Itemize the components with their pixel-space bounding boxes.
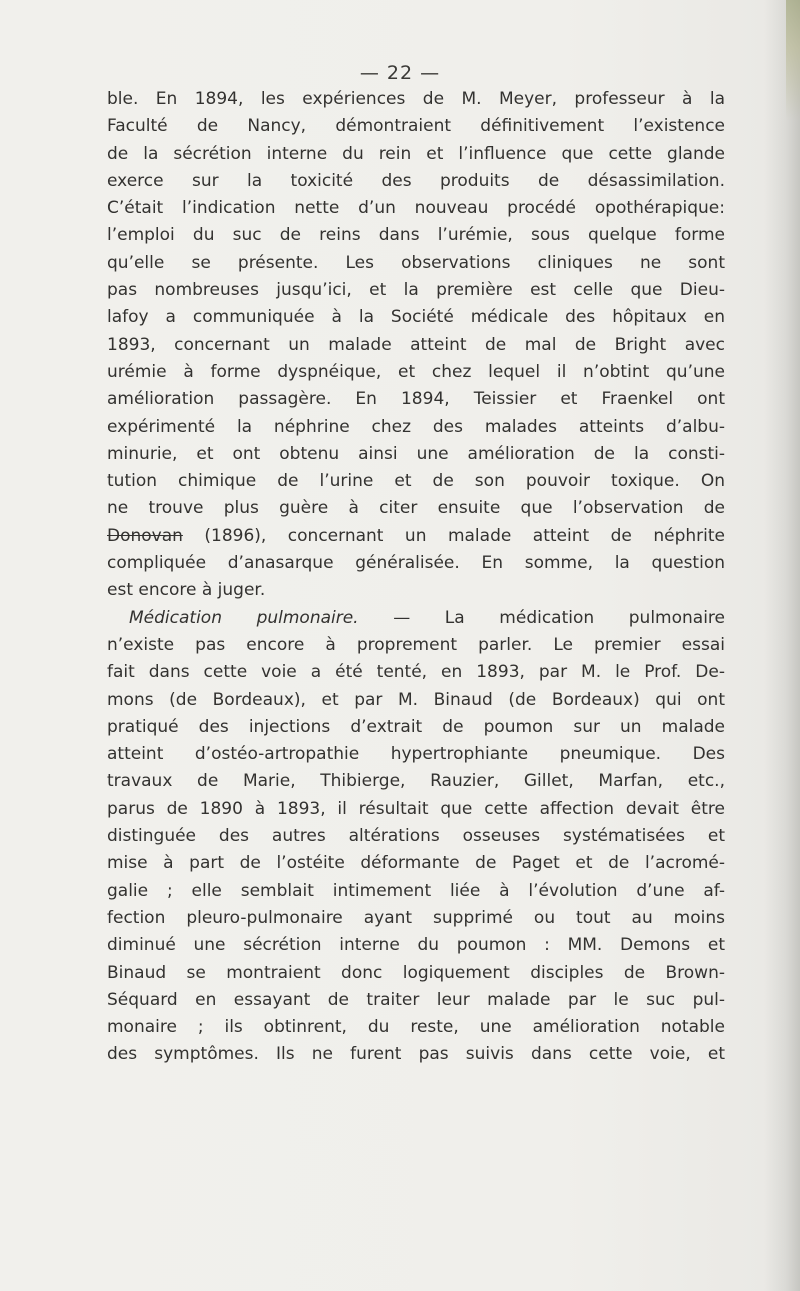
text-line: Séquard en essayant de traiter leur malade par le suc pul- [107,989,725,1010]
text-line: compliquée d’anasarque généralisée. En somme, la question [107,553,725,574]
text-line: urémie à forme dyspnéique, et chez lequel il n’obtint qu’une [107,361,725,382]
body-text [107,86,725,1069]
text-line: Binaud se montraient donc logiquement disciples de Brown- [107,962,725,983]
text-line: fection pleuro-pulmonaire ayant supprimé ou tout au moins [107,907,725,928]
text-line: expérimenté la néphrine chez des malades atteints d’albu- [107,416,725,437]
text-fragment: — La médication pulmonaire [358,607,725,628]
text-line: galie ; elle semblait intimement liée à l’évolution d’une af- [107,880,725,901]
text-line: pratiqué des injections d’extrait de poumon sur un malade [107,716,725,737]
text-line: qu’elle se présente. Les observations cliniques ne sont [107,252,725,273]
text-line: atteint d’ostéo-artropathie hypertrophiante pneumique. Des [107,744,725,765]
text-line: l’emploi du suc de reins dans l’urémie, sous quelque forme [107,225,725,246]
text-line: fait dans cette voie a été tenté, en 1893, par M. le Prof. De- [107,662,725,683]
text-line: n’existe pas encore à proprement parler. Le premier essai [107,634,725,655]
text-line: ne trouve plus guère à citer ensuite que l’observation de [107,498,725,519]
text-fragment: (1896), concernant un malade atteint de néphrite [182,525,725,546]
page-edge-shadow [764,0,800,1291]
text-line: minurie, et ont obtenu ainsi une amélioration de la consti- [107,443,725,464]
text-line-donovan [107,523,725,550]
text-fragment: est encore à juger. [107,580,266,601]
text-line: 1893, concernant un malade atteint de mal de Bright avec [107,334,725,355]
page-edge-stain [786,0,800,120]
text-line: ble. En 1894, les expériences de M. Meyer, professeur à la [107,89,725,109]
text-line: de la sécrétion interne du rein et l’influence que cette glande [107,143,725,164]
section-heading: Médication pulmonaire. [129,607,359,628]
text-line: mise à part de l’ostéite déformante de Paget et de l’acromé- [107,853,725,874]
text-line: Faculté de Nancy, démontraient définitivement l’existence [107,116,725,137]
text-line: travaux de Marie, Thibierge, Rauzier, Gillet, Marfan, etc., [107,771,725,792]
text-line: exerce sur la toxicité des produits de désassimilation. [107,170,725,191]
text-line: tution chimique de l’urine et de son pouvoir toxique. On [107,471,725,492]
text-line: des symptômes. Ils ne furent pas suivis dans cette voie, et [107,1044,725,1065]
text-line: C’était l’indication nette d’un nouveau procédé opothérapique: [107,198,725,219]
text-line: pas nombreuses jusqu’ici, et la première est celle que Dieu- [107,280,725,301]
section-first-line [107,605,725,632]
text-line: distinguée des autres altérations osseuses systématisées et [107,826,725,847]
text-line: monaire ; ils obtinrent, du reste, une amélioration notable [107,1017,725,1038]
text-line: parus de 1890 à 1893, il résultait que cette affection devait être [107,798,725,819]
text-line: mons (de Bordeaux), et par M. Binaud (de Bordeaux) qui ont [107,689,725,710]
text-line: diminué une sécrétion interne du poumon : MM. Demons et [107,935,725,956]
text-line: lafoy a communiquée à la Société médicale des hôpitaux en [107,307,725,328]
text-line: amélioration passagère. En 1894, Teissier et Fraenkel ont [107,389,725,410]
paragraph-end-line [107,577,725,604]
page-number: — 22 — [359,62,441,84]
struck-word: Donovan [107,525,183,546]
